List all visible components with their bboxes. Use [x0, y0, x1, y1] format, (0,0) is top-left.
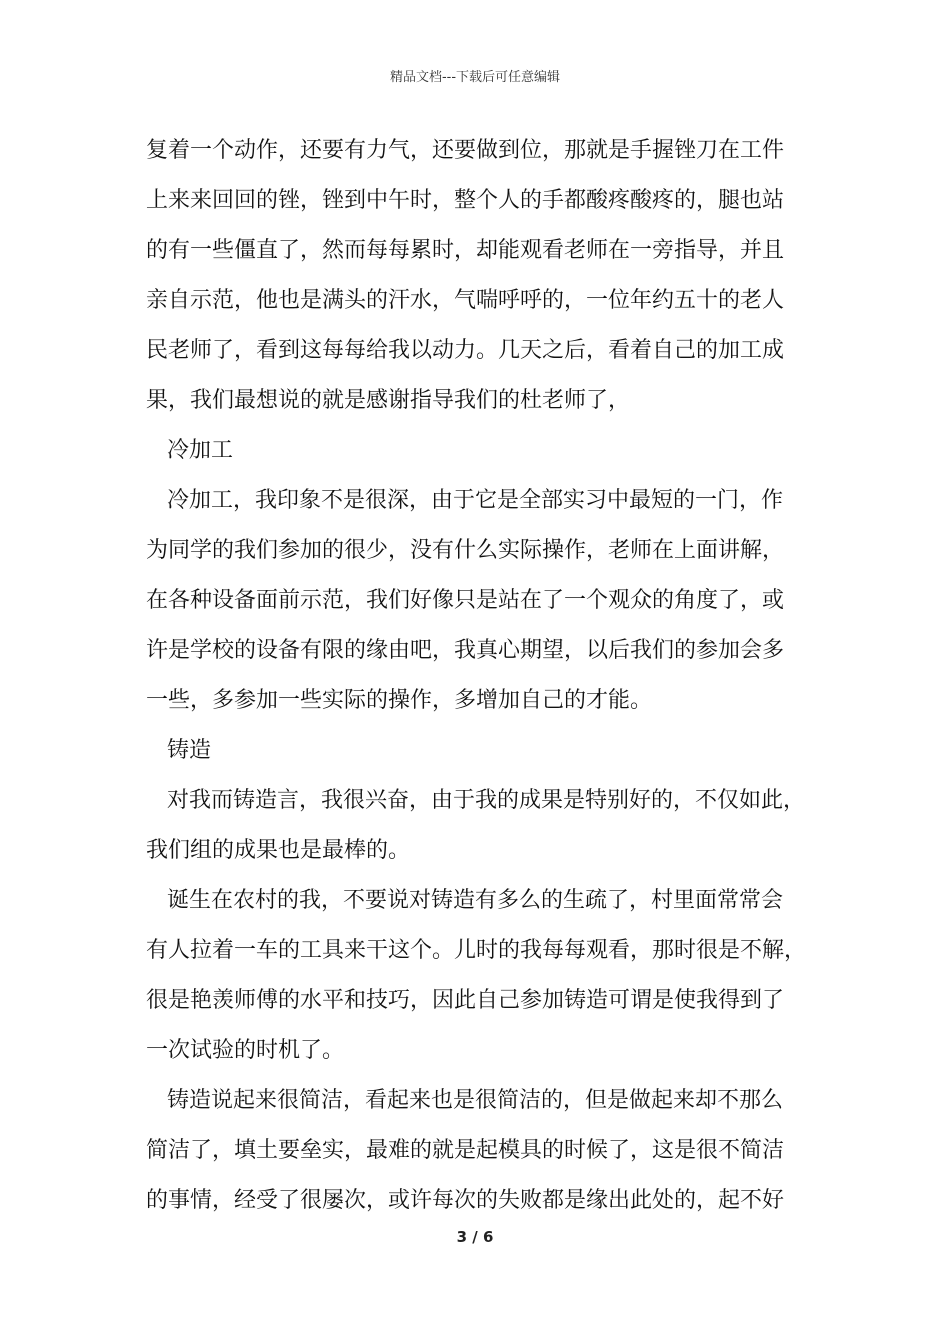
text-line: 亲自示范，他也是满头的汗水，气喘呼呼的，一位年约五十的老人 — [146, 288, 785, 313]
text-line: 许是学校的设备有限的缘由吧，我真心期望，以后我们的参加会多 — [146, 638, 785, 663]
text-line: 民老师了，看到这每每给我以动力。几天之后，看着自己的加工成 — [146, 338, 785, 363]
page-number: 3 / 6 — [456, 1228, 494, 1246]
text-line: 在各种设备面前示范，我们好像只是站在了一个观众的角度了，或 — [146, 588, 785, 613]
document-body — [146, 126, 826, 1226]
text-line: 一些，多参加一些实际的操作，多增加自己的才能。 — [146, 688, 653, 713]
text-line: 一次试验的时机了。 — [146, 1038, 345, 1063]
paragraph-first-line: 铸造说起来很简洁，看起来也是很简洁的，但是做起来却不那么 — [167, 1088, 784, 1113]
page-header: 精品文档---下载后可任意编辑 — [389, 70, 561, 85]
paragraph-first-line: 对我而铸造言，我很兴奋，由于我的成果是特别好的，不仅如此， — [167, 788, 806, 813]
section-heading-cold-working: 冷加工 — [167, 438, 234, 463]
text-line: 为同学的我们参加的很少，没有什么实际操作，老师在上面讲解， — [146, 538, 785, 563]
paragraph-first-line: 冷加工，我印象不是很深，由于它是全部实习中最短的一门，作 — [167, 488, 784, 513]
text-line: 上来来回回的锉，锉到中午时，整个人的手都酸疼酸疼的，腿也站 — [146, 188, 785, 213]
text-line: 很是艳羡师傅的水平和技巧，因此自己参加铸造可谓是使我得到了 — [146, 988, 785, 1013]
text-line: 的事情，经受了很屡次，或许每次的失败都是缘出此处的，起不好 — [146, 1188, 785, 1213]
text-line: 我们组的成果也是最棒的。 — [146, 838, 411, 863]
text-line: 果，我们最想说的就是感谢指导我们的杜老师了， — [146, 388, 631, 413]
text-line: 有人拉着一车的工具来干这个。儿时的我每每观看，那时很是不解， — [146, 938, 807, 963]
section-heading-casting: 铸造 — [167, 738, 212, 763]
text-line: 简洁了，填土要垒实，最难的就是起模具的时候了，这是很不简洁 — [146, 1138, 785, 1163]
text-line: 的有一些僵直了，然而每每累时，却能观看老师在一旁指导，并且 — [146, 238, 785, 263]
text-line: 复着一个动作，还要有力气，还要做到位，那就是手握锉刀在工件 — [146, 138, 785, 163]
paragraph-first-line: 诞生在农村的我，不要说对铸造有多么的生疏了，村里面常常会 — [167, 888, 784, 913]
